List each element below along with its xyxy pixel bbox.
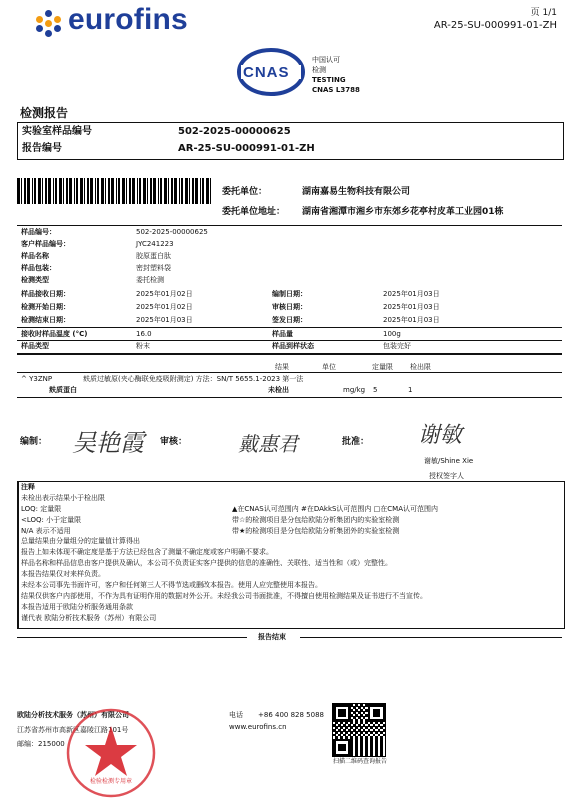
barcode-bar	[74, 178, 75, 204]
barcode-bar	[129, 178, 131, 204]
barcode-bar	[116, 178, 117, 204]
logo-dot-icon	[45, 30, 52, 37]
footer-address: 江苏省苏州市高新区嘉陵江路101号	[17, 726, 129, 734]
barcode-bar	[111, 178, 114, 204]
barcode-bar	[206, 178, 209, 204]
qr-module	[383, 719, 386, 722]
footer-postcode: 邮编：215000	[17, 740, 65, 748]
barcode-bar	[80, 178, 83, 204]
logo-dot-icon	[36, 25, 43, 32]
qr-module	[383, 724, 386, 727]
start-value: 2025年01月02日	[136, 303, 193, 311]
barcode-bar	[34, 178, 36, 204]
note-item: 带★的检测项目是分包给欧陆分析集团外的实验室检测	[232, 527, 400, 535]
client-name-label: 委托单位：	[222, 187, 268, 197]
page-label: 页 1/1	[530, 8, 557, 18]
barcode-bar	[202, 178, 204, 204]
seal-icon	[64, 706, 158, 800]
qr-caption: 扫描二维码查询报告	[333, 758, 388, 765]
qr-module	[370, 754, 373, 757]
brand-name: eurofins	[68, 3, 188, 36]
note-item: 本报告结果仅对来样负责。	[21, 570, 105, 578]
client-sample-value: JYC241223	[136, 240, 174, 248]
report-no-value: AR-25-SU-000991-01-ZH	[178, 143, 315, 154]
note-item: 带☆的检测项目是分包给欧陆分析集团内的实验室检测	[232, 516, 400, 524]
divider	[17, 397, 562, 398]
reviewed-date-label: 审核日期：	[272, 303, 307, 311]
barcode-bar	[174, 178, 177, 204]
barcode-bar	[122, 178, 125, 204]
compiled-by-label: 编制：	[20, 437, 48, 447]
note-item: 报告上如未体现不确定度是基于方法已经包含了测量不确定度或客户明确不要求。	[21, 548, 273, 556]
note-item: LOQ: 定量限	[21, 505, 62, 513]
qr-module	[365, 754, 368, 757]
qr-module	[378, 714, 381, 717]
type-value: 粉末	[136, 342, 150, 350]
client-address: 湖南省湘潭市湘乡市东郊乡花亭村皮革工业园01栋	[302, 207, 504, 217]
divider	[300, 637, 562, 638]
barcode-bar	[171, 178, 173, 204]
client-address-label: 委托单位地址：	[222, 207, 286, 217]
barcode-bar	[53, 178, 54, 204]
col-header-lod: 检出限	[410, 363, 431, 371]
qr-module	[355, 754, 358, 757]
note-item: 谨代表 欧陆分析技术服务（苏州）有限公司	[21, 614, 157, 622]
cnas-logo-text: CNAS	[243, 64, 290, 81]
method-name: 麸质过敏原(夹心酶联免疫吸附测定) 方法：SN/T 5655.1-2023 第一法	[83, 375, 304, 383]
barcode-bar	[143, 178, 146, 204]
barcode-bar	[45, 178, 47, 204]
barcode-bar	[147, 178, 148, 204]
end-value: 2025年01月03日	[136, 316, 193, 324]
barcode-bar	[24, 178, 26, 204]
barcode-bar	[59, 178, 62, 204]
result-row-name: 麸质蛋白	[49, 386, 77, 394]
divider	[17, 340, 562, 341]
divider	[17, 353, 562, 355]
end-of-report: 报告结束	[258, 633, 286, 641]
seal-text: 检验检测专用章	[89, 778, 132, 785]
note-item: N/A 表示不适用	[21, 527, 71, 535]
client-sample-label: 客户样品编号：	[21, 240, 70, 248]
barcode-bar	[132, 178, 135, 204]
logo-dot-icon	[54, 25, 61, 32]
note-item: 样品名称和样品信息由客户提供及确认，本公司不负责证实客户提供的信息的准确性、关联性、适当性和（或）完整性。	[21, 559, 392, 567]
temp-value: 16.0	[136, 330, 152, 338]
qr-code[interactable]	[332, 703, 386, 757]
barcode-bar	[84, 178, 85, 204]
received-label: 样品接收日期：	[21, 290, 70, 298]
logo-dot-icon	[54, 16, 61, 23]
barcode-bar	[150, 178, 152, 204]
barcode-bar	[118, 178, 120, 204]
barcode-bar	[195, 178, 198, 204]
logo-dot-icon	[45, 10, 52, 17]
barcode-bar	[27, 178, 30, 204]
approver-name: 谢敏/Shine Xie	[424, 457, 474, 465]
barcode-bar	[76, 178, 78, 204]
cnas-logo	[236, 46, 306, 98]
barcode-bar	[48, 178, 51, 204]
col-header-result: 结果	[275, 363, 289, 371]
barcode-bar	[69, 178, 72, 204]
test-type-value: 委托检测	[136, 276, 164, 284]
divider	[17, 372, 562, 373]
note-item: 未经本公司事先书面许可，客户和任何第三人不得节选或删改本报告。使用人应完整使用本报告。	[21, 581, 322, 589]
barcode-bar	[153, 178, 156, 204]
qr-module	[380, 754, 383, 757]
state-value: 包装完好	[383, 342, 411, 350]
barcode-bar	[17, 178, 20, 204]
qr-module	[375, 754, 378, 757]
barcode-bar	[21, 178, 22, 204]
phone-label: 电话	[229, 711, 243, 719]
report-no-label: 报告编号	[22, 143, 62, 154]
report-title: 检测报告	[20, 106, 69, 120]
client-name: 湖南嘉易生物科技有限公司	[302, 187, 411, 197]
logo-dot-icon	[45, 20, 52, 27]
note-item: 本报告适用于欧陆分析服务通用条款	[21, 603, 133, 611]
sample-name-value: 胶原蛋白肽	[136, 252, 171, 260]
notes-title: 注释	[21, 483, 35, 491]
note-item: ▲在CNAS认可范围内 #在DAkkS认可范围内 □在CMA认可范围内	[232, 505, 438, 513]
note-item: 总量结果由分量组分的定量值计算得出	[21, 537, 140, 545]
website-link[interactable]: www.eurofins.cn	[229, 723, 287, 731]
barcode-bar	[90, 178, 93, 204]
cnas-line4: CNAS L3788	[312, 86, 360, 94]
reviewed-by-label: 审核：	[160, 437, 188, 447]
signed-date-label: 签发日期：	[272, 316, 307, 324]
reviewed-date-value: 2025年01月03日	[383, 303, 440, 311]
divider	[17, 327, 562, 328]
barcode-bar	[87, 178, 89, 204]
qr-module	[343, 749, 346, 752]
barcode-bar	[42, 178, 43, 204]
qr-module	[360, 754, 363, 757]
barcode-bar	[66, 178, 68, 204]
qr-module	[343, 714, 346, 717]
result-row-unit: mg/kg	[343, 386, 366, 394]
barcode-bar	[160, 178, 162, 204]
cnas-line1: 中国认可	[312, 56, 340, 64]
qr-module	[383, 734, 386, 737]
logo-dot-icon	[36, 16, 43, 23]
test-type-label: 检测类型	[21, 276, 49, 284]
start-label: 检测开始日期：	[21, 303, 70, 311]
barcode-bar	[210, 178, 211, 204]
compiled-signature: 吴艳霞	[72, 429, 144, 457]
result-row-loq: 5	[373, 386, 378, 394]
approver-title: 授权签字人	[429, 472, 464, 480]
barcode-bar	[105, 178, 106, 204]
type-label: 样品类型	[21, 342, 49, 350]
package-value: 密封塑料袋	[136, 264, 171, 272]
compiled-date-value: 2025年01月03日	[383, 290, 440, 298]
approved-by-label: 批准：	[342, 437, 370, 447]
sample-name-label: 样品名称	[21, 252, 49, 260]
barcode	[17, 178, 213, 204]
package-label: 样品包装：	[21, 264, 56, 272]
barcode-bar	[101, 178, 104, 204]
sample-no-value: 502-2025-00000625	[178, 126, 291, 137]
reviewed-signature: 戴惠君	[238, 432, 298, 456]
barcode-bar	[200, 178, 201, 204]
barcode-bar	[192, 178, 194, 204]
barcode-bar	[108, 178, 110, 204]
qr-module	[350, 754, 353, 757]
sample-code-value: 502-2025-00000625	[136, 228, 208, 236]
barcode-bar	[158, 178, 159, 204]
result-row-lod: 1	[408, 386, 413, 394]
divider	[17, 225, 562, 226]
cnas-line3: TESTING	[312, 76, 346, 84]
col-header-loq: 定量限	[372, 363, 393, 371]
col-header-unit: 单位	[322, 363, 336, 371]
signed-date-value: 2025年01月03日	[383, 316, 440, 324]
temp-label: 接收时样品温度 (°C)	[21, 330, 88, 338]
note-item: 未检出表示结果小于检出限	[21, 494, 105, 502]
footer-company: 欧陆分析技术服务（苏州）有限公司	[17, 711, 129, 719]
note-item: <LOQ: 小于定量限	[21, 516, 82, 524]
divider	[17, 637, 247, 638]
method-code: ^ Y3ZNP	[21, 375, 53, 383]
sample-no-label: 实验室样品编号	[22, 126, 92, 137]
barcode-bar	[137, 178, 138, 204]
header-report-code: AR-25-SU-000991-01-ZH	[433, 20, 557, 31]
barcode-bar	[38, 178, 41, 204]
received-value: 2025年01月02日	[136, 290, 193, 298]
cnas-line2: 检测	[312, 66, 326, 74]
barcode-bar	[95, 178, 96, 204]
barcode-bar	[97, 178, 99, 204]
barcode-bar	[181, 178, 183, 204]
note-item: 结果仅供客户内部使用，不作为具有证明作用的数据对外公开。未经我公司书面批准，不得擅自使用检测结果及证书进行不当宣传。	[21, 592, 427, 600]
barcode-bar	[164, 178, 167, 204]
barcode-bar	[179, 178, 180, 204]
barcode-bar	[139, 178, 141, 204]
qty-value: 100g	[383, 330, 401, 338]
barcode-bar	[32, 178, 33, 204]
barcode-bar	[189, 178, 190, 204]
sample-code-label: 样品编号：	[21, 228, 56, 236]
qty-label: 样品量	[272, 330, 293, 338]
state-label: 样品到样状态	[272, 342, 314, 350]
barcode-bar	[126, 178, 127, 204]
phone-number: +86 400 828 5088	[258, 711, 324, 719]
compiled-date-label: 编制日期：	[272, 290, 307, 298]
company-seal	[64, 706, 158, 800]
result-row-result: 未检出	[268, 386, 289, 394]
barcode-bar	[168, 178, 169, 204]
qr-module	[383, 729, 386, 732]
end-label: 检测结束日期：	[21, 316, 70, 324]
barcode-bar	[55, 178, 57, 204]
barcode-bar	[185, 178, 188, 204]
barcode-bar	[63, 178, 64, 204]
approved-signature: 谢敏	[418, 423, 463, 448]
